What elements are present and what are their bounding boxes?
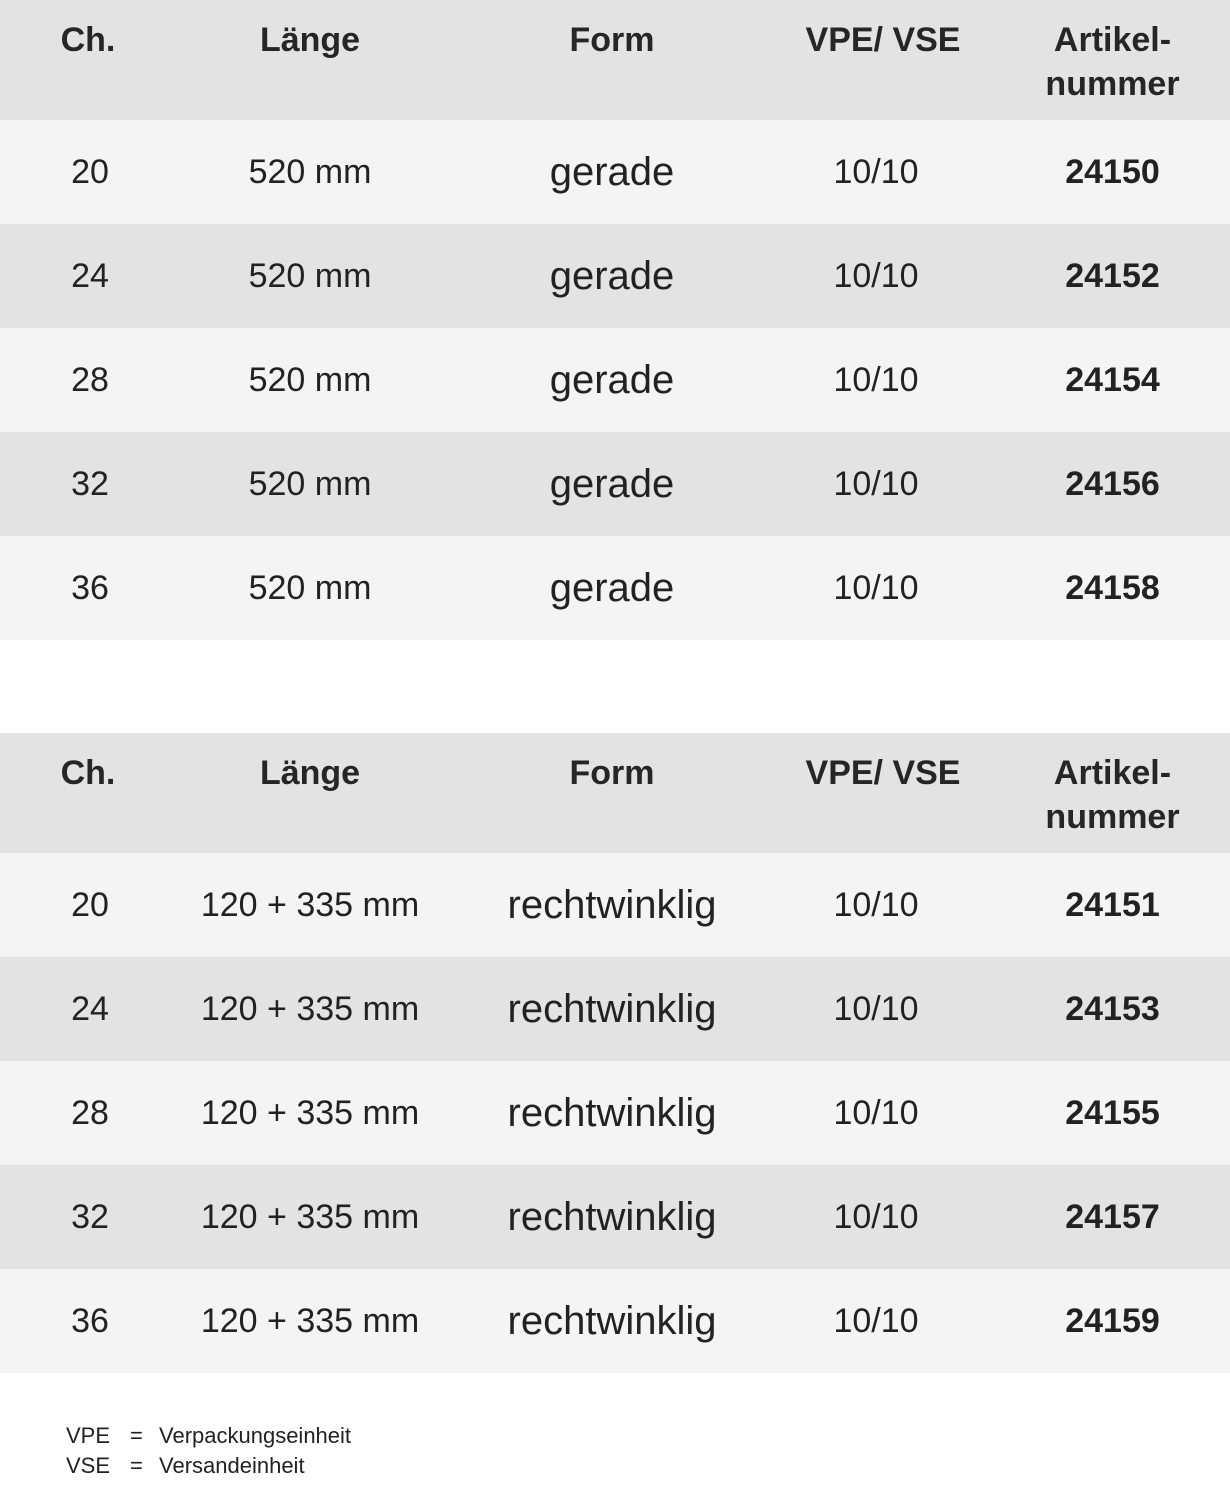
header-ch: Ch. (60, 754, 116, 792)
cell-vpe-vse: 10/10 (833, 1094, 919, 1132)
cell-artikelnummer: 24151 (1065, 886, 1160, 924)
cell-form: gerade (549, 358, 675, 402)
cell-laenge: 520 mm (248, 257, 372, 295)
header-artikelnummer-line1: Artikel- (1053, 754, 1172, 792)
table-row (0, 536, 1230, 640)
table-row (0, 432, 1230, 536)
cell-laenge: 120 + 335 mm (200, 1094, 420, 1132)
cell-laenge: 120 + 335 mm (200, 1302, 420, 1340)
cell-form: gerade (549, 462, 675, 506)
legend-item (66, 1451, 466, 1481)
legend-description: Versandeinheit (159, 1453, 305, 1478)
table-header (0, 733, 1230, 853)
cell-artikelnummer: 24154 (1065, 361, 1160, 399)
cell-form: rechtwinklig (507, 1299, 717, 1343)
header-artikelnummer (1010, 18, 1215, 106)
cell-artikelnummer: 24159 (1065, 1302, 1160, 1340)
table-row (0, 1269, 1230, 1373)
legend-equals: = (130, 1423, 143, 1448)
cell-vpe-vse: 10/10 (833, 465, 919, 503)
cell-form: rechtwinklig (507, 1195, 717, 1239)
cell-ch: 36 (71, 1302, 109, 1340)
cell-laenge: 120 + 335 mm (200, 886, 420, 924)
table-row (0, 224, 1230, 328)
table-header (0, 0, 1230, 120)
cell-ch: 24 (71, 990, 109, 1028)
abbreviation-legend (66, 1421, 466, 1481)
cell-artikelnummer: 24155 (1065, 1094, 1160, 1132)
header-artikelnummer-line2: nummer (1045, 798, 1180, 836)
header-vpe-vse: VPE/ VSE (805, 754, 961, 792)
legend-abbr: VPE (66, 1423, 111, 1448)
cell-vpe-vse: 10/10 (833, 886, 919, 924)
cell-vpe-vse: 10/10 (833, 153, 919, 191)
cell-laenge: 520 mm (248, 569, 372, 607)
cell-artikelnummer: 24158 (1065, 569, 1160, 607)
cell-ch: 20 (71, 886, 109, 924)
header-laenge: Länge (259, 754, 361, 792)
cell-laenge: 120 + 335 mm (200, 1198, 420, 1236)
header-form: Form (569, 754, 655, 792)
table-row (0, 328, 1230, 432)
cell-ch: 24 (71, 257, 109, 295)
cell-vpe-vse: 10/10 (833, 990, 919, 1028)
cell-form: rechtwinklig (507, 987, 717, 1031)
cell-form: gerade (549, 566, 675, 610)
cell-ch: 32 (71, 465, 109, 503)
cell-form: gerade (549, 254, 675, 298)
legend-item (66, 1421, 466, 1451)
cell-ch: 28 (71, 1094, 109, 1132)
cell-artikelnummer: 24150 (1065, 153, 1160, 191)
cell-ch: 36 (71, 569, 109, 607)
cell-ch: 28 (71, 361, 109, 399)
header-artikelnummer-line1: Artikel- (1053, 21, 1172, 59)
header-ch: Ch. (60, 21, 116, 59)
cell-form: rechtwinklig (507, 883, 717, 927)
product-table-right-angled (0, 733, 1230, 1373)
table-row (0, 853, 1230, 957)
cell-vpe-vse: 10/10 (833, 257, 919, 295)
cell-vpe-vse: 10/10 (833, 1302, 919, 1340)
header-artikelnummer-line2: nummer (1045, 65, 1180, 103)
product-table-straight (0, 0, 1230, 640)
legend-description: Verpackungseinheit (159, 1423, 352, 1448)
table-row (0, 120, 1230, 224)
table-row (0, 1165, 1230, 1269)
cell-artikelnummer: 24152 (1065, 257, 1160, 295)
legend-equals: = (130, 1453, 143, 1478)
cell-vpe-vse: 10/10 (833, 1198, 919, 1236)
cell-ch: 20 (71, 153, 109, 191)
cell-artikelnummer: 24153 (1065, 990, 1160, 1028)
cell-ch: 32 (71, 1198, 109, 1236)
legend-abbr: VSE (66, 1453, 111, 1478)
cell-form: gerade (549, 150, 675, 194)
table-row (0, 957, 1230, 1061)
cell-vpe-vse: 10/10 (833, 361, 919, 399)
header-artikelnummer (1010, 751, 1215, 839)
cell-laenge: 520 mm (248, 361, 372, 399)
cell-laenge: 520 mm (248, 153, 372, 191)
cell-form: rechtwinklig (507, 1091, 717, 1135)
cell-vpe-vse: 10/10 (833, 569, 919, 607)
cell-laenge: 120 + 335 mm (200, 990, 420, 1028)
table-row (0, 1061, 1230, 1165)
cell-artikelnummer: 24156 (1065, 465, 1160, 503)
cell-artikelnummer: 24157 (1065, 1198, 1160, 1236)
header-form: Form (569, 21, 655, 59)
header-vpe-vse: VPE/ VSE (805, 21, 961, 59)
cell-laenge: 520 mm (248, 465, 372, 503)
header-laenge: Länge (259, 21, 361, 59)
